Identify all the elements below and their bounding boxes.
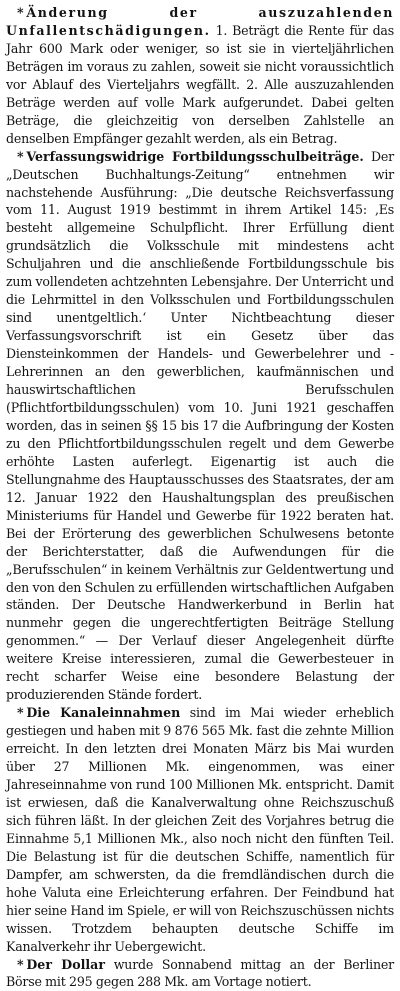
article-body: Der „Deutschen Buchhaltungs-Zeitung“ entnehmen wir nachstehende Ausführung: „Die deutsche Reichsverfassung vom 11. August 1919 bestimmt in ihrem Artikel 145: ‚Es besteht allgemeine Schulpflicht. Ihrer Erfüllung dient grundsätzlich die Volksschule mit mindestens acht Schuljahren und die anschließende Fortbildungsschule bis zum vollendeten achtzehnten Lebensjahre. Der Unterricht und die Lehrmittel in den Volksschulen und Fortbildungsschulen sind unentgeltlich.‘ Unter Nichtbeachtung dieser Verfassungsvorschrift ist ein Gesetz über das Diensteinkommen der Handels- und Gewerbelehrer und -Lehrerinnen an den gewerblichen, kaufmännischen und hauswirtschaftlichen Berufsschulen (Pflichtfortbildungsschulen) vom 10. Juni 1921 geschaffen worden, das in seinen §§ 15 bis 17 die Aufbringung der Kosten zu den Pflichtfortbildungsschulen regelt und dem Gewerbe erhöhte Lasten auferlegt. Eigenartig ist auch die Stellungnahme des Hauptausschusses des Staatsrates, der am 12. Januar 1922 den Haushaltungsplan des preußischen Ministeriums für Handel und Gewerbe für 1922 beraten hat. Bei der Erörterung des gewerblichen Schulwesens betonte der Berichterstatter, daß die Aufwendungen für die „Berufsschulen“ in keinem Verhältnis zur Geldentwertung und den von den Schulen zu erfüllenden wirtschaftlichen Aufgaben ständen. Der Deutsche Handwerkerbund in Berlin hat nunmehr gegen die ungerechtfertigten Beiträge Stellung genommen.“ — Der Verlauf dieser Angelegenheit dürfte weitere Kreise interessieren, zumal die Gewerbesteuer in recht scharfer Weise eine besondere Belastung der produzierenden Stände fordert. (6, 148, 394, 703)
article-headline: Der Dollar (26, 956, 105, 972)
article-headline: Änderung der auszuzahlenden Unfallentschädigungen. (6, 5, 394, 38)
article-marker: * (17, 5, 24, 20)
article-fortbildungsschulbeitraege (6, 148, 394, 705)
article-marker: * (17, 956, 24, 972)
article-body: wurde Sonnabend mittag an der Berliner Börse mit 295 gegen 288 Mk. am Vortage notiert. (6, 956, 394, 990)
article-body: sind im Mai wieder erheblich gestiegen und haben mit 9 876 565 Mk. fast die zehnte Million erreicht. In den letzten drei Monaten März bis Mai wurden über 27 Millionen Mk. eingenommen, was einer Jahreseinnahme von rund 100 Millionen Mk. entspricht. Damit ist erwiesen, daß die Kanalverwaltung ohne Reichszuschuß sich führen läßt. In der gleichen Zeit des Vorjahres betrug die Einnahme 5,1 Millionen Mk., also noch nicht den fünften Teil. Die Belastung ist für die deutschen Schiffe, namentlich für Dampfer, am schwersten, da die fremdländischen durch die hohe Valuta eine Erleichterung erfahren. Der Feindbund hat hier seine Hand im Spiele, er will von Reichszuschüssen nichts wissen. Trotzdem behaupten deutsche Schiffe im Kanalverkehr ihr Uebergewicht. (6, 705, 394, 954)
article-unfallentschaedigungen (6, 4, 394, 148)
article-marker: * (17, 705, 24, 721)
article-marker: * (17, 148, 24, 164)
article-kanaleinnahmen (6, 704, 394, 955)
article-headline: Die Kanaleinnahmen (26, 705, 181, 721)
article-headline: Verfassungswidrige Fortbildungsschulbeiträge. (26, 148, 364, 164)
article-body: 1. Beträgt die Rente für das Jahr 600 Mark oder weniger, so ist sie in vierteljährlichen Beträgen im voraus zu zahlen, soweit sie nicht voraussichtlich vor Ablauf des Vierteljahrs wegfällt. 2. Alle auszuzahlenden Beträge werden auf volle Mark aufgerundet. Dabei gelten Beträge, die gleichzeitig von derselben Zahlstelle an denselben Empfänger gezahlt werden, als ein Betrag. (6, 22, 394, 146)
article-dollar (6, 956, 394, 991)
